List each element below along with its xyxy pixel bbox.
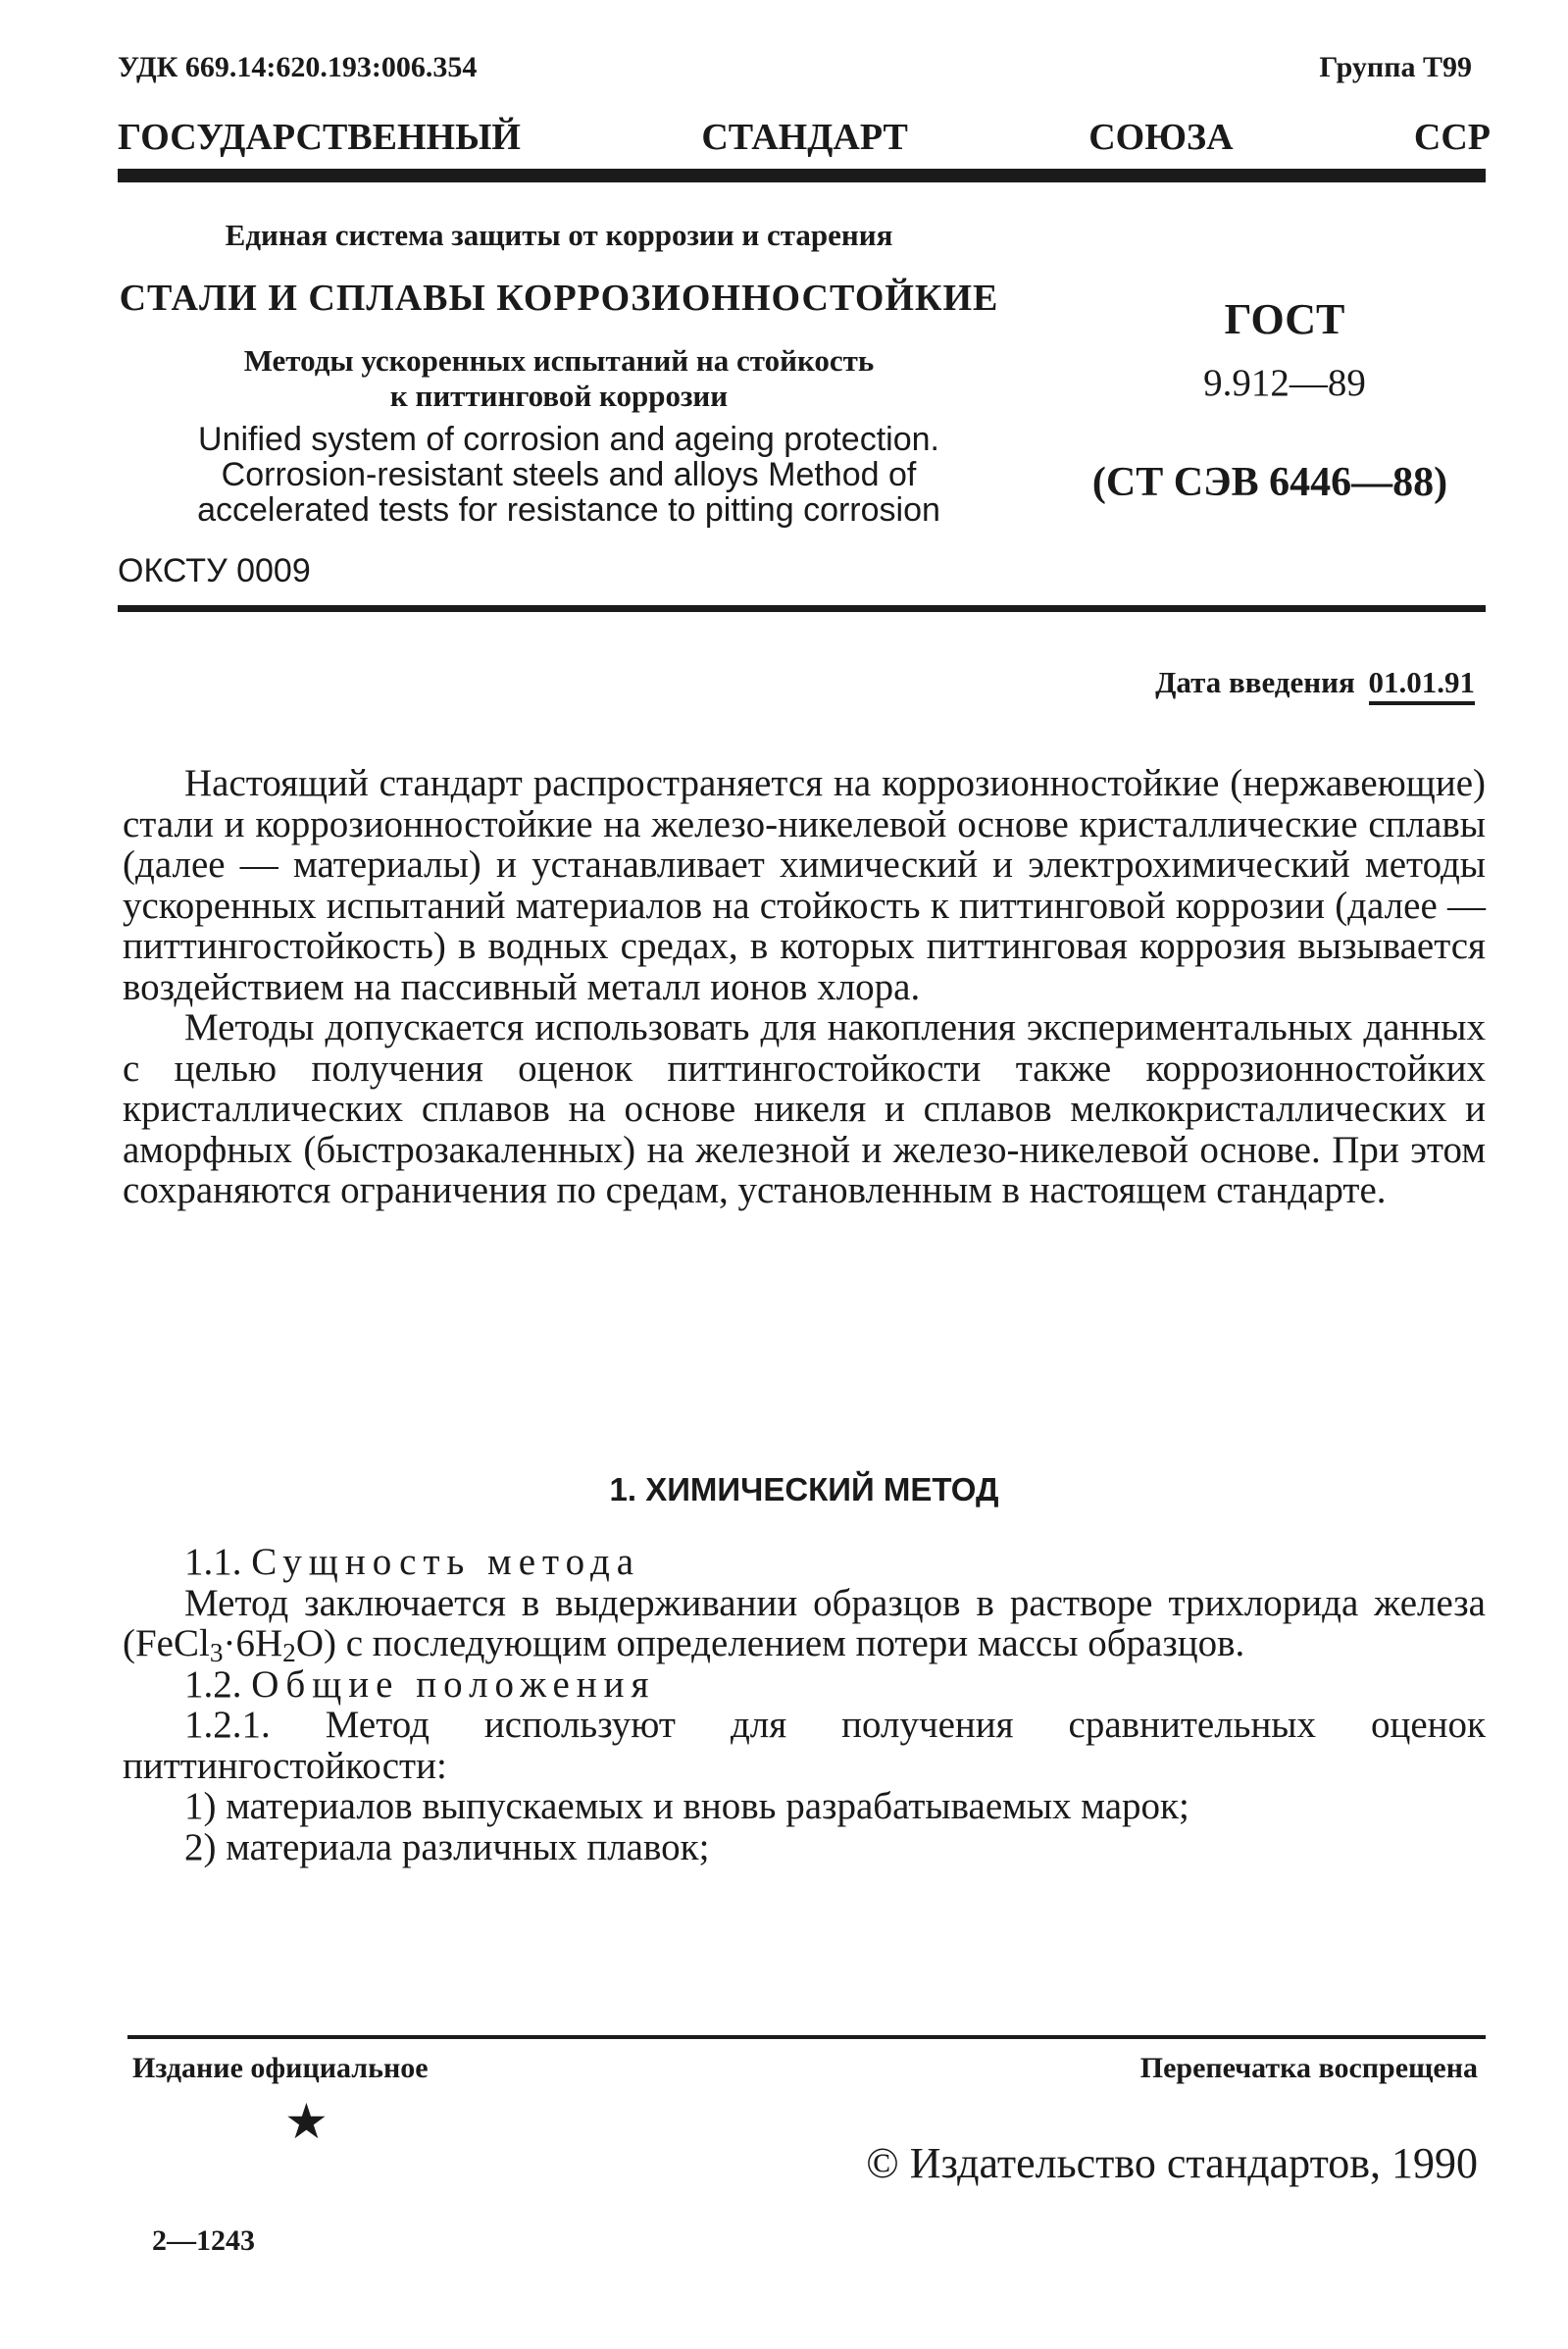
footer-rule [127, 2035, 1486, 2039]
subsection-1-1-title: Сущность метода [251, 1541, 641, 1583]
gost-number: 9.912—89 [1203, 362, 1366, 404]
subsection-1-1-number: 1.1. [184, 1541, 242, 1583]
system-title: Единая система защиты от коррозии и старения [225, 218, 893, 252]
st-sev-number: (СТ СЭВ 6446—88) [1091, 460, 1448, 505]
title-block-rule [118, 605, 1486, 612]
english-line2: Corrosion-resistant steels and alloys Method of [221, 456, 917, 493]
s11-sub2: 2 [282, 1638, 296, 1667]
section-1-title: 1. ХИМИЧЕСКИЙ МЕТОД [609, 1471, 999, 1507]
list-item-1: 1) материалов выпускаемых и вновь разрабатываемых марок; [184, 1785, 1189, 1827]
standard-title: СТАЛИ И СПЛАВЫ КОРРОЗИОННОСТОЙКИЕ [119, 278, 999, 319]
subsection-1-1-text [123, 1581, 1486, 1667]
official-edition: Издание официальное [132, 2052, 429, 2084]
subsection-1-2-heading [123, 1664, 1486, 1706]
gost-label: ГОСТ [1224, 295, 1345, 343]
intro-date-value: 01.01.91 [1369, 665, 1476, 705]
reprint-prohibited: Перепечатка воспрещена [1139, 2052, 1478, 2084]
intro-date-label: Дата введения [1155, 665, 1355, 699]
header-rule [118, 169, 1486, 182]
udk-code: УДК 669.14:620.193:006.354 [118, 51, 478, 83]
subsection-1-2-title: Общие положения [251, 1662, 656, 1706]
state-standard-title: ГОСУДАРСТВЕННЫЙ СТАНДАРТ СОЮЗА ССР [118, 117, 1491, 158]
section-1-body [123, 1542, 1486, 1867]
english-line1: Unified system of corrosion and ageing protection. [198, 421, 939, 458]
intro-date [1155, 665, 1475, 700]
s11-text-before: Метод заключается в выдерживании образцов в растворе трихлорида железа (FeCl [123, 1581, 1486, 1664]
subtitle-line2: к питтинговой коррозии [389, 379, 729, 413]
intro-paragraph-2: Методы допускается использовать для накопления экспериментальных данных с целью получения оценок питтингостойкости также коррозионностойких кристаллических сплавов на основе никеля и сплавов мелкокристаллических и аморфных (быстрозакаленных) на железной и железо-никелевой основе. При этом сохраняются ограничения по средам, установленным в настоящем стандарте. [123, 1006, 1486, 1211]
subsection-1-1-heading [123, 1542, 1486, 1583]
document-body [123, 763, 1486, 1211]
s11-mid: ·6H [223, 1622, 283, 1664]
clause-1-2-1: 1.2.1. Метод используют для получения сравнительных оценок питтингостойкости: [123, 1704, 1486, 1787]
intro-paragraph-1: Настоящий стандарт распространяется на коррозионностойкие (нержавеющие) стали и коррозионностойкие на железо-никелевой основе кристаллические сплавы (далее — материалы) и устанавливает химический и электрохимический методы ускоренных испытаний материалов на стойкость к питтинговой коррозии (далее — питтингостойкость) в водных средах, в которых питтинговая коррозия вызывается воздействием на пассивный металл ионов хлора. [123, 762, 1486, 1008]
english-title [118, 422, 1020, 528]
subtitle-line1: Методы ускоренных испытаний на стойкость [243, 343, 875, 378]
group-code: Группа Т99 [1319, 51, 1472, 83]
s11-sub1: 3 [209, 1638, 224, 1667]
list-item-2: 2) материала различных плавок; [184, 1825, 710, 1868]
english-line3: accelerated tests for resistance to pitting corrosion [197, 491, 940, 529]
s11-text-after: O) с последующим определением потери массы образцов. [295, 1622, 1245, 1664]
print-code: 2—1243 [152, 2224, 255, 2257]
publisher-copyright: © Издательство стандартов, 1990 [866, 2139, 1478, 2187]
star-icon: ★ [284, 2094, 329, 2149]
subsection-1-2-number: 1.2. [184, 1662, 242, 1706]
okstu-code: ОКСТУ 0009 [118, 552, 311, 589]
